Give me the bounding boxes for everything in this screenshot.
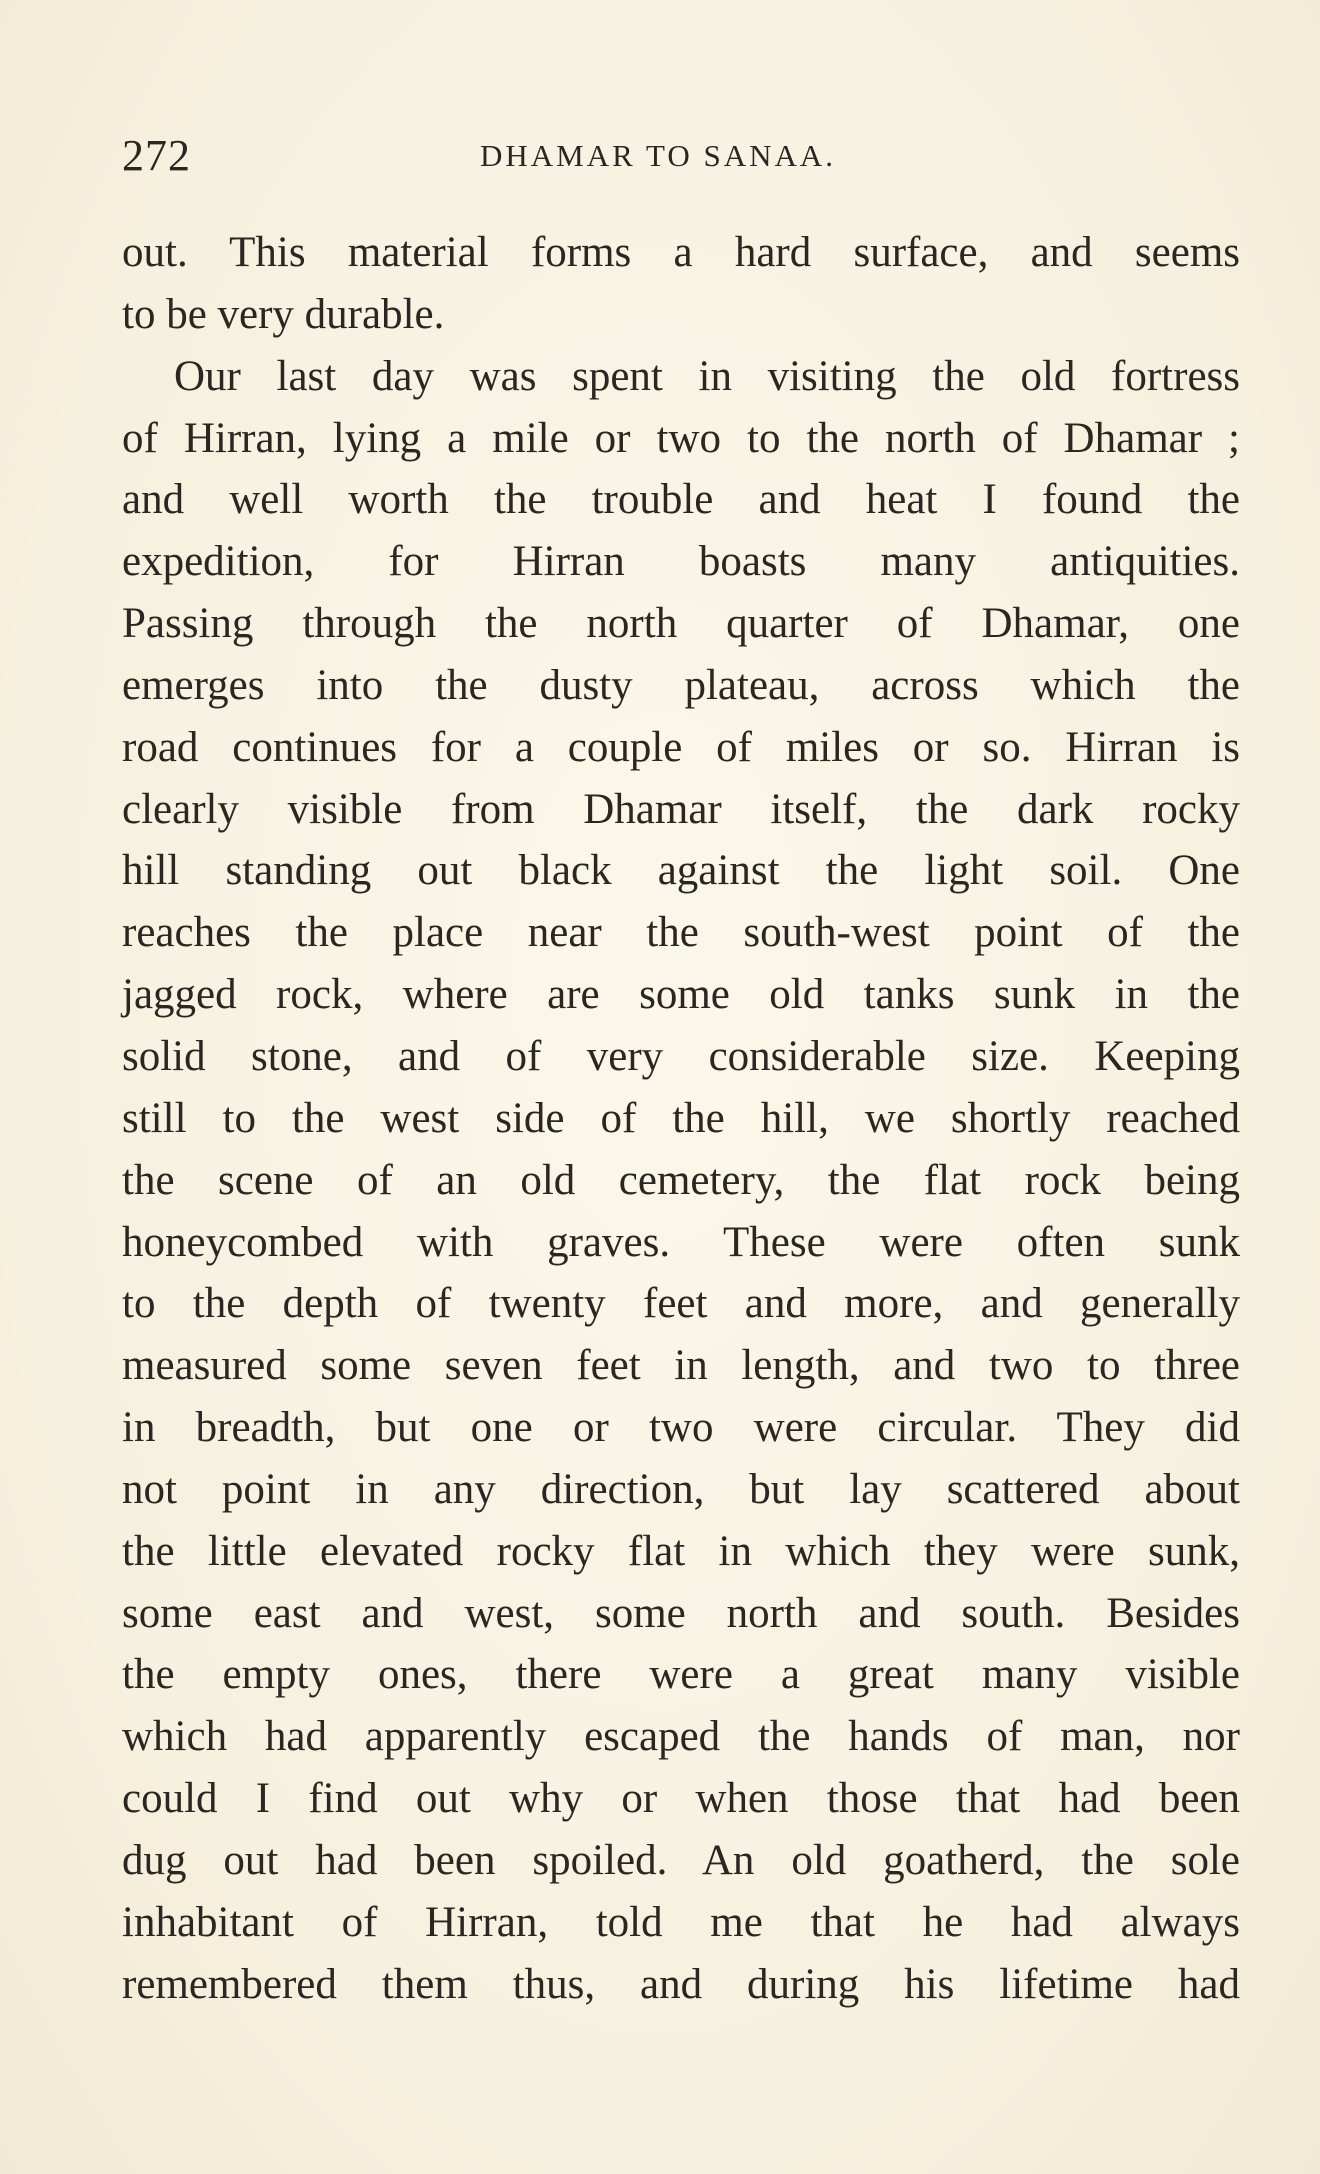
text-line: not point in any direction, but lay scattered about: [122, 1465, 1240, 1513]
text-line: the little elevated rocky flat in which they were sunk,: [122, 1527, 1240, 1575]
text-line: honeycombed with graves. These were often sunk: [122, 1218, 1240, 1266]
text-line: Passing through the north quarter of Dhamar, one: [122, 600, 1240, 648]
text-line: inhabitant of Hirran, told me that he had always: [122, 1898, 1240, 1946]
text-line: jagged rock, where are some old tanks sunk in the: [122, 971, 1240, 1019]
text-line: Our last day was spent in visiting the old fortress: [174, 352, 1240, 400]
text-line: in breadth, but one or two were circular. They did: [122, 1404, 1240, 1452]
page-number: 272: [122, 131, 191, 180]
text-line: out. This material forms a hard surface, and seems: [122, 229, 1240, 276]
running-title: DHAMAR TO SANAA.: [480, 138, 837, 173]
text-line: the empty ones, there were a great many visible: [122, 1651, 1240, 1699]
text-line: hill standing out black against the light soil. One: [122, 847, 1240, 895]
text-line: clearly visible from Dhamar itself, the dark rocky: [122, 785, 1240, 833]
body-text: [122, 222, 1240, 2015]
text-line: could I find out why or when those that had been: [122, 1775, 1240, 1823]
text-line: of Hirran, lying a mile or two to the north of Dhamar ;: [122, 414, 1240, 462]
running-head: [122, 130, 1240, 180]
text-line: road continues for a couple of miles or so. Hirran is: [122, 723, 1240, 771]
text-line: measured some seven feet in length, and two to three: [122, 1342, 1240, 1390]
text-line: emerges into the dusty plateau, across which the: [122, 661, 1240, 709]
text-line: expedition, for Hirran boasts many antiquities.: [122, 538, 1240, 586]
text-line: which had apparently escaped the hands of man, nor: [122, 1713, 1240, 1761]
text-line: dug out had been spoiled. An old goatherd, the sole: [122, 1836, 1240, 1884]
text-line: to the depth of twenty feet and more, and generally: [122, 1280, 1240, 1328]
text-line: reaches the place near the south-west point of the: [122, 909, 1240, 957]
text-line: and well worth the trouble and heat I found the: [122, 476, 1240, 524]
text-line: some east and west, some north and south. Besides: [122, 1589, 1240, 1637]
text-line: solid stone, and of very considerable size. Keeping: [122, 1032, 1240, 1080]
text-line: the scene of an old cemetery, the flat rock being: [122, 1156, 1240, 1204]
text-line: still to the west side of the hill, we shortly reached: [122, 1094, 1240, 1142]
text-line: remembered them thus, and during his lifetime had: [122, 1960, 1240, 2008]
text-line: to be very durable.: [122, 290, 445, 338]
